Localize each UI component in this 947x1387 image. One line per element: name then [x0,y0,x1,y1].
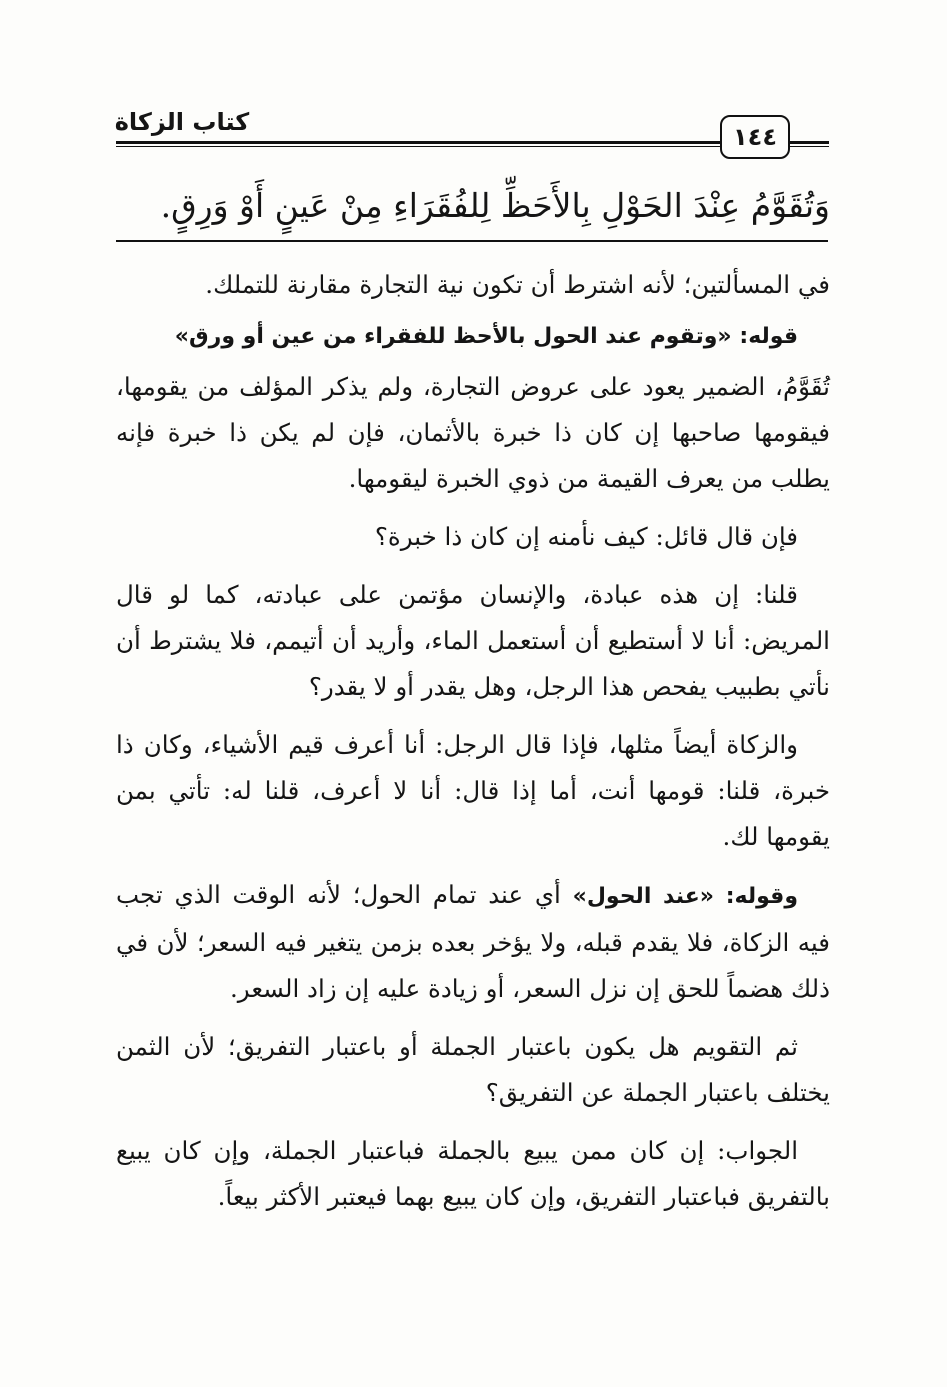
paragraph: في المسألتين؛ لأنه اشترط أن تكون نية التجارة مقارنة للتملك. [205,270,830,299]
paragraph: ثم التقويم هل يكون باعتبار الجملة أو باعتبار التفريق؛ لأن الثمن يختلف باعتبار الجملة عن التفريق؟ [116,1032,830,1107]
quoted-matn: «وتقوم عند الحول بالأحظ للفقراء من عين أو ورق» [174,324,732,349]
paragraph: الجواب: إن كان ممن يبيع بالجملة فباعتبار الجملة، وإن كان يبيع بالتفريق فباعتبار التفريق، وإن كان يبيع بهما فيعتبر الأكثر بيعاً. [116,1136,830,1211]
matn-text: وَتُقَوَّمُ عِنْدَ الحَوْلِ بِالأَحَظِّ لِلفُقَرَاءِ مِنْ عَينٍ أَوْ وَرِقٍ. [160,186,830,225]
quoted-matn: «عند الحول» [572,884,714,909]
running-header-title: كتاب الزكاة [114,108,250,136]
paragraph [116,872,830,1012]
header-rule [116,141,720,144]
header-rule-thin [116,146,720,147]
commentary-body [116,262,830,1232]
quote-heading [116,312,830,360]
page-number: ١٤٤ [720,115,790,159]
quote-label: قوله: [739,324,798,349]
matn-divider [116,240,828,242]
paragraph: قلنا: إن هذه عبادة، والإنسان مؤتمن على عبادته، كما لو قال المريض: أنا لا أستطيع أن أستعمل الماء، وأريد أن أتيمم، فلا يشترط أن نأتي بطبيب يفحص هذا الرجل، وهل يقدر أو لا يقدر؟ [116,580,830,701]
paragraph: تُقَوَّمُ، الضمير يعود على عروض التجارة، ولم يذكر المؤلف من يقومها، فيقومها صاحبها إن كان ذا خبرة بالأثمان، فإن لم يكن ذا خبرة فإنه يطلب من يعرف القيمة من ذوي الخبرة ليقومها. [116,372,830,493]
paragraph: فإن قال قائل: كيف نأمنه إن كان ذا خبرة؟ [374,522,798,551]
paragraph-text: أي عند تمام الحول؛ لأنه الوقت الذي تجب فيه الزكاة، فلا يقدم قبله، ولا يؤخر بعده بزمن يتغير فيه السعر؛ لأن في ذلك هضماً للحق إن نزل السعر، أو زيادة عليه إن زاد السعر. [116,880,830,1003]
paragraph: والزكاة أيضاً مثلها، فإذا قال الرجل: أنا أعرف قيم الأشياء، وكان ذا خبرة، قلنا: قومها أنت، أما إذا قال: أنا لا أعرف، قلنا له: تأتي بمن يقومها لك. [116,730,830,851]
quote-label: وقوله: [725,884,798,909]
header-rule-right-thin [790,146,829,147]
header-rule-right [790,141,829,144]
